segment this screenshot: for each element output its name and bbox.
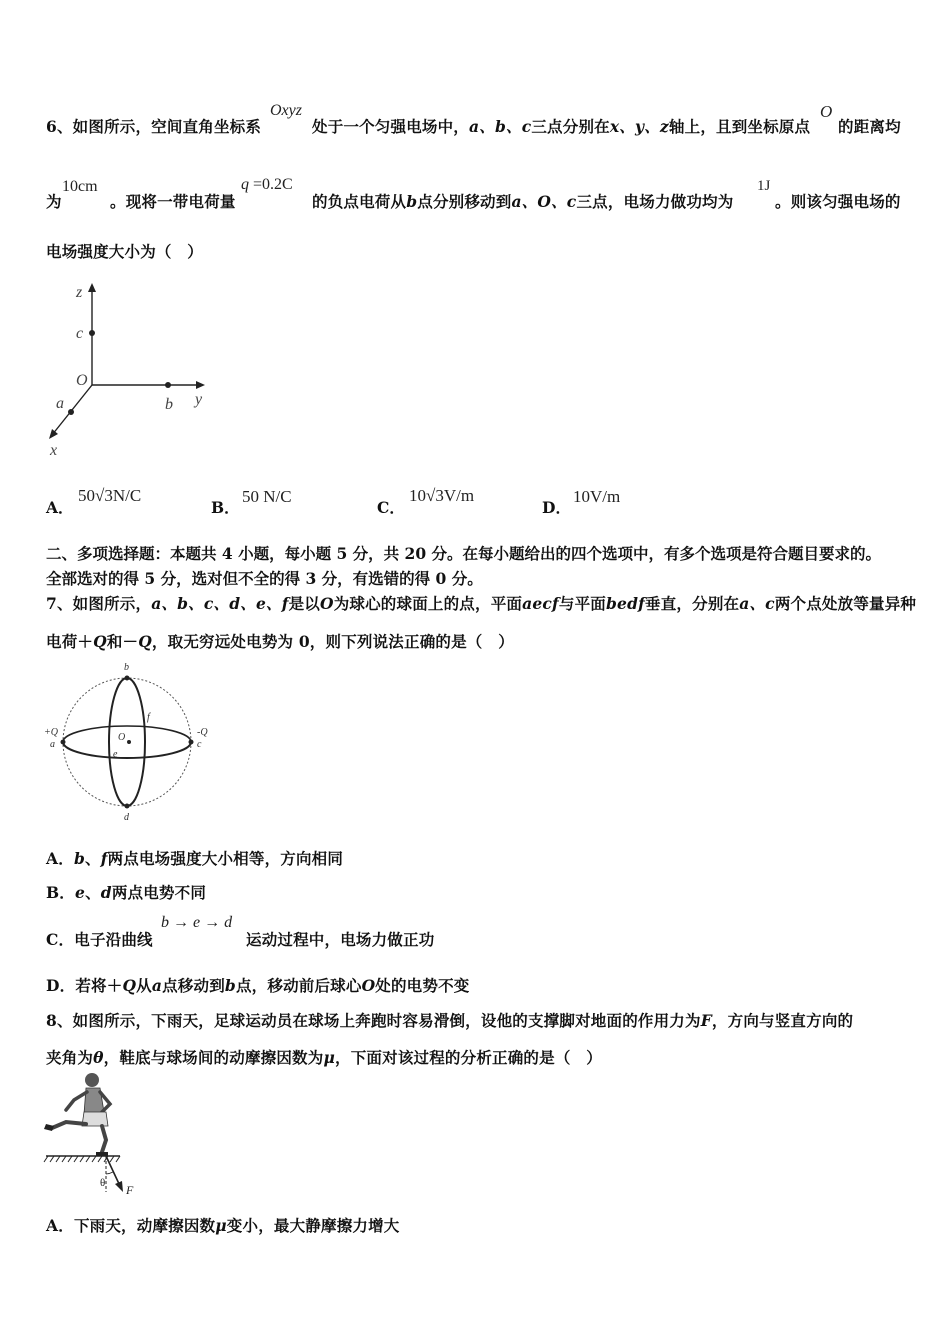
runner-leg-front (102, 1126, 106, 1152)
label-f: f (147, 712, 150, 723)
q6-axes-figure (40, 275, 220, 465)
label-x: x (50, 442, 58, 459)
label-O: O (118, 732, 126, 743)
label-z: z (76, 284, 83, 301)
q6-option-b-value: 50 N/C (242, 487, 292, 506)
q6-math-1j: 1J (757, 178, 771, 194)
label-e: e (113, 749, 118, 760)
q7-sphere-figure (40, 660, 220, 820)
q6-stem-text: 6、如图所示，空间直角坐标系 (46, 117, 262, 136)
q6-math-origin: O (820, 102, 833, 121)
q7-option-b: B．e、d两点电势不同 (46, 883, 207, 902)
label-plusQ: +Q (44, 727, 58, 738)
label-d: d (124, 812, 129, 820)
point-c (89, 330, 95, 336)
label-a: a (56, 395, 64, 412)
point-d (125, 804, 130, 809)
runner-silhouette (44, 1073, 110, 1156)
q6-option-d-letter: D． (542, 498, 571, 517)
q6-line2-c: 的负点电荷从b点分别移动到a、O、c三点，电场力做功均为 (312, 192, 734, 211)
q6-math-oxyz: Oxyz (270, 102, 302, 119)
q6-line3: 电场强度大小为（ ） (46, 242, 204, 261)
center-O (127, 740, 131, 744)
runner-leg-back (52, 1122, 86, 1128)
label-minusQ: -Q (197, 727, 208, 738)
q6-math-10cm: 10cm (62, 178, 98, 195)
label-theta: θ (100, 1177, 106, 1189)
label-y: y (195, 391, 203, 408)
label-a: a (50, 739, 55, 750)
point-a (68, 409, 74, 415)
q7-option-d: D．若将＋Q从a点移动到b点，移动前后球心O处的电势不变 (46, 976, 470, 995)
runner-shoe-back (44, 1124, 54, 1131)
q7-option-c: C．电子沿曲线 (46, 930, 153, 949)
q6-option-a-value: 50√3N/C (78, 486, 142, 505)
label-c: c (76, 325, 84, 342)
q6-option-d-value: 10V/m (573, 487, 621, 506)
q6-line1 (46, 115, 261, 137)
q7-option-c-end: 运动过程中，电场力做正功 (246, 930, 435, 949)
q7-line2: 电荷＋Q和－Q，取无穷远处电势为 0，则下列说法正确的是（ ） (46, 632, 514, 651)
point-c (189, 740, 194, 745)
label-F: F (126, 1183, 134, 1197)
q6-line1-cont: 处于一个匀强电场中，a、b、c三点分别在x、y、z轴上，且到坐标原点 (312, 117, 811, 136)
q6-math-charge: q =0.2C (241, 176, 293, 193)
force-arrow-line (106, 1156, 120, 1186)
q8-line1: 8、如图所示，下雨天，足球运动员在球场上奔跑时容易滑倒，设他的支撑脚对地面的作用力为F，方向与竖直方向的 (46, 1011, 854, 1030)
section2-header-line1: 二、多项选择题：本题共 4 小题，每小题 5 分，共 20 分。在每小题给出的四个选项中，有多个选项是符合题目要求的。 (46, 544, 882, 563)
point-b (125, 676, 130, 681)
label-b: b (165, 396, 173, 413)
point-b (165, 382, 171, 388)
q7-option-c-path: b → e → d (161, 914, 233, 931)
point-a (61, 740, 66, 745)
q6-option-b-letter: B． (211, 498, 240, 517)
q7-option-a: A．b、f两点电场强度大小相等，方向相同 (46, 849, 344, 868)
label-b: b (124, 662, 129, 673)
q7-line1: 7、如图所示，a、b、c、d、e、f是以O为球心的球面上的点，平面aecf与平面bedf垂直，分别在a、c两个点处放等量异种 (46, 594, 917, 613)
label-c: c (197, 739, 202, 750)
section2-header-line2: 全部选对的得 5 分，选对但不全的得 3 分，有选错的得 0 分。 (46, 569, 483, 588)
q6-line2-start: 为 (46, 192, 62, 211)
x-arrowhead (49, 429, 58, 439)
y-arrowhead (196, 381, 205, 389)
force-arrowhead (115, 1181, 123, 1192)
horizontal-ellipse-back (63, 726, 191, 742)
angle-arc (106, 1172, 113, 1174)
label-O: O (76, 372, 88, 389)
q6-option-c-letter: C． (377, 498, 405, 517)
q8-runner-figure (40, 1070, 150, 1200)
q6-line1-end: 的距离均 (838, 117, 901, 136)
runner-head (85, 1073, 99, 1087)
q6-line2-end: 。则该匀强电场的 (775, 192, 901, 211)
q8-option-a: A．下雨天，动摩擦因数μ变小，最大静摩擦力增大 (46, 1216, 400, 1235)
z-arrowhead (88, 283, 96, 292)
horizontal-ellipse-front (63, 742, 191, 758)
q6-option-c-value: 10√3V/m (409, 486, 475, 505)
q6-line2-b: 。现将一带电荷量 (110, 192, 236, 211)
q6-option-a-letter: A． (46, 498, 74, 517)
q8-line2: 夹角为θ，鞋底与球场间的动摩擦因数为μ，下面对该过程的分析正确的是（ ） (46, 1048, 602, 1067)
runner-arm-back (66, 1092, 87, 1110)
